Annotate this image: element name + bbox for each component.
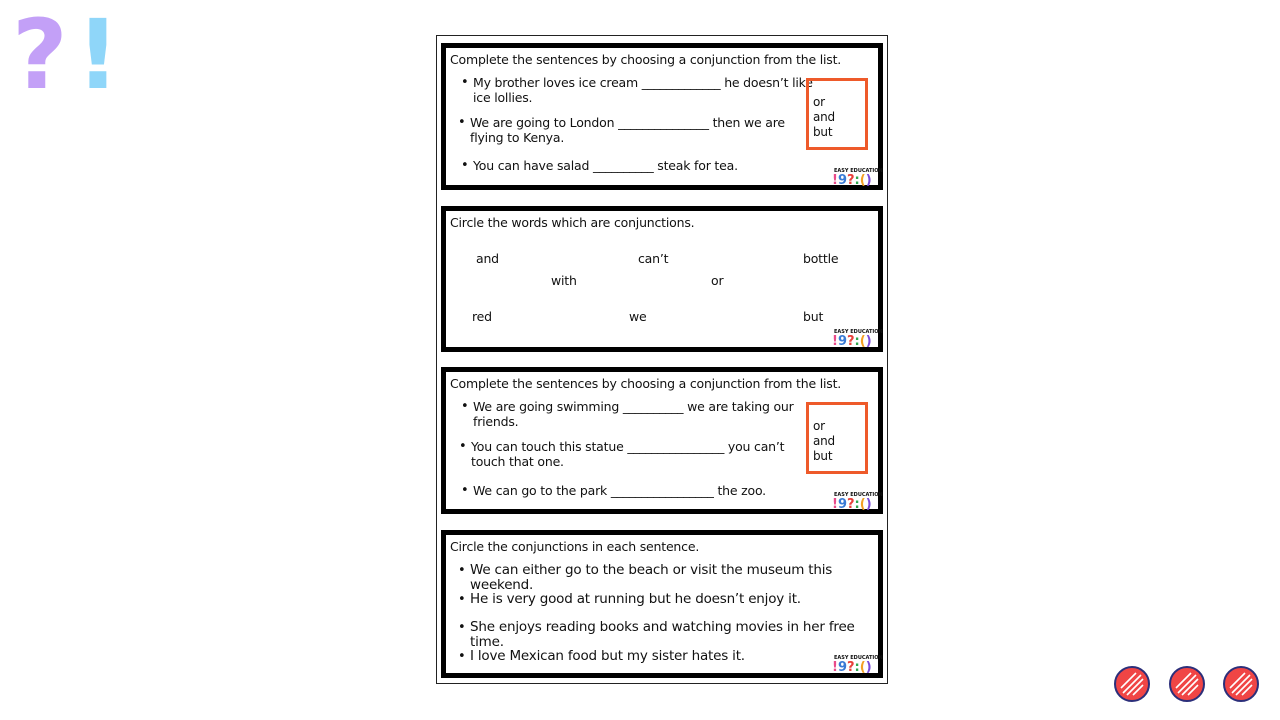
worksheet-page (436, 35, 888, 684)
conjunction-options-box (806, 402, 868, 474)
bullet-dot: • (459, 439, 467, 454)
easy-education-logo: EASY EDUCATION !9?:() (832, 329, 883, 349)
easy-education-logo: EASY EDUCATION !9?:() (832, 492, 883, 512)
card-title: Circle the conjunctions in each sentence. (450, 539, 700, 554)
bullet-dot: • (458, 592, 466, 607)
card-title: Complete the sentences by choosing a conjunction from the list. (450, 52, 842, 67)
list-item: • She enjoys reading books and watching movies in her free time. (458, 619, 855, 650)
word-option: with (551, 273, 577, 288)
word-option: bottle (803, 251, 839, 266)
word-option: can’t (638, 251, 669, 266)
word-option: red (472, 309, 492, 324)
word-option: we (629, 309, 647, 324)
worksheet-card-2 (441, 206, 883, 352)
card-title: Circle the words which are conjunctions. (450, 215, 695, 230)
option-word: or (813, 419, 825, 433)
bullet-dot: • (461, 399, 469, 414)
word-option: but (803, 309, 824, 324)
bullet-dot: • (461, 483, 469, 498)
worksheet-card-1 (441, 43, 883, 190)
question-mark-icon: ? (12, 0, 68, 111)
option-word: or (813, 95, 825, 109)
list-item: • You can touch this statue ________________ you can’t touch that one. (459, 439, 785, 469)
option-word: but (813, 125, 833, 139)
question-exclamation-logo (12, 0, 122, 110)
option-word: and (813, 434, 835, 448)
bullet-dot: • (458, 115, 466, 130)
list-item: • We are going to London _______________ then we are flying to Kenya. (458, 115, 785, 145)
list-item: • I love Mexican food but my sister hates it. (458, 648, 745, 664)
bullet-dot: • (461, 158, 469, 173)
list-item: • You can have salad __________ steak for tea. (461, 158, 738, 173)
bullet-dot: • (458, 620, 466, 635)
list-item: • We are going swimming __________ we are taking our friends. (461, 399, 794, 429)
easy-education-logo: EASY EDUCATION !9?:() (832, 655, 883, 675)
list-item: • We can go to the park _________________ the zoo. (461, 483, 766, 498)
worksheet-card-4 (441, 530, 883, 678)
conjunction-options-box (806, 78, 868, 150)
scribble-circle-icon (1167, 664, 1207, 704)
word-option: or (711, 273, 724, 288)
bullet-dot: • (458, 563, 466, 578)
card-title: Complete the sentences by choosing a conjunction from the list. (450, 376, 842, 391)
word-option: and (476, 251, 499, 266)
list-item: • We can either go to the beach or visit the museum this weekend. (458, 562, 833, 593)
option-word: and (813, 110, 835, 124)
easy-education-logo: EASY EDUCATION !9?:() (832, 168, 883, 188)
option-word: but (813, 449, 833, 463)
worksheet-card-3 (441, 367, 883, 514)
bullet-dot: • (458, 649, 466, 664)
bullet-dot: • (461, 75, 469, 90)
list-item: • My brother loves ice cream _____________ he doesn’t like ice lollies. (461, 75, 813, 105)
scribble-circle-icon (1112, 664, 1152, 704)
scribble-circle-icon (1221, 664, 1261, 704)
exclamation-mark-icon: ! (76, 0, 120, 111)
list-item: • He is very good at running but he doesn’t enjoy it. (458, 591, 801, 607)
